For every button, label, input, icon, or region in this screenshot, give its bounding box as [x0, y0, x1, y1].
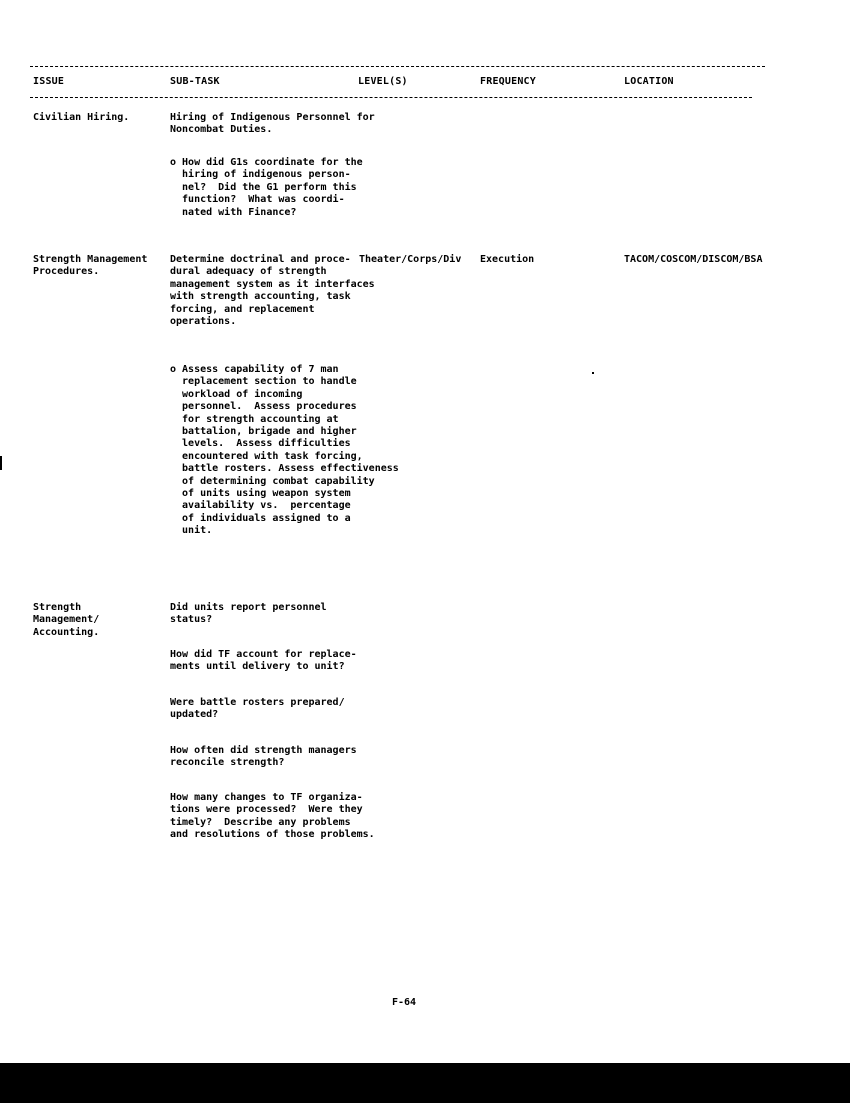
row1-issue: Civilian Hiring.	[33, 112, 130, 123]
scan-edge-mark	[0, 456, 2, 470]
row3-question-5: How many changes to TF organiza- tions were processed? Were they timely? Describe any problems and resolutions of those problems.	[170, 792, 375, 841]
row2-frequency: Execution	[480, 254, 535, 265]
top-rule	[30, 66, 765, 67]
row3-question-3: Were battle rosters prepared/ updated?	[170, 697, 345, 721]
row1-subtask-main: Hiring of Indigenous Personnel for Noncombat Duties.	[170, 112, 375, 136]
row1-subtask-detail: o How did G1s coordinate for the hiring of indigenous person- nel? Did the G1 perform this function? What was coordi- nated with Finance?	[170, 157, 363, 218]
page-number: F-64	[392, 997, 417, 1008]
table-header	[0, 76, 850, 90]
row3-question-4: How often did strength managers reconcile strength?	[170, 745, 357, 769]
scan-speck	[592, 372, 594, 374]
row2-issue: Strength Management Procedures.	[33, 254, 148, 278]
row2-subtask-main: Determine doctrinal and proce- dural adequacy of strength management system as it interfaces with strength accounting, task forcing, and replacement operations.	[170, 254, 375, 328]
header-rule	[30, 97, 752, 98]
row2-levels: Theater/Corps/Div	[359, 254, 462, 265]
row2-subtask-detail: o Assess capability of 7 man replacement section to handle workload of incoming personnel. Assess procedures for strength accounting at battalion, brigade and higher levels. Assess difficulties encountered with task forcing, battle rosters. Assess effectiveness of determining combat capability of units using weapon system availability vs. percentage of individuals assigned to a unit.	[170, 364, 399, 537]
header-subtask: SUB-TASK	[170, 76, 220, 87]
row3-issue: Strength Management/ Accounting.	[33, 602, 100, 638]
scan-bottom-border	[0, 1063, 850, 1103]
header-location: LOCATION	[624, 76, 674, 87]
row3-question-1: Did units report personnel status?	[170, 602, 327, 626]
header-levels: LEVEL(S)	[358, 76, 408, 87]
header-frequency: FREQUENCY	[480, 76, 536, 87]
header-issue: ISSUE	[33, 76, 65, 87]
row2-location: TACOM/COSCOM/DISCOM/BSA	[624, 254, 763, 265]
row3-question-2: How did TF account for replace- ments until delivery to unit?	[170, 649, 357, 673]
